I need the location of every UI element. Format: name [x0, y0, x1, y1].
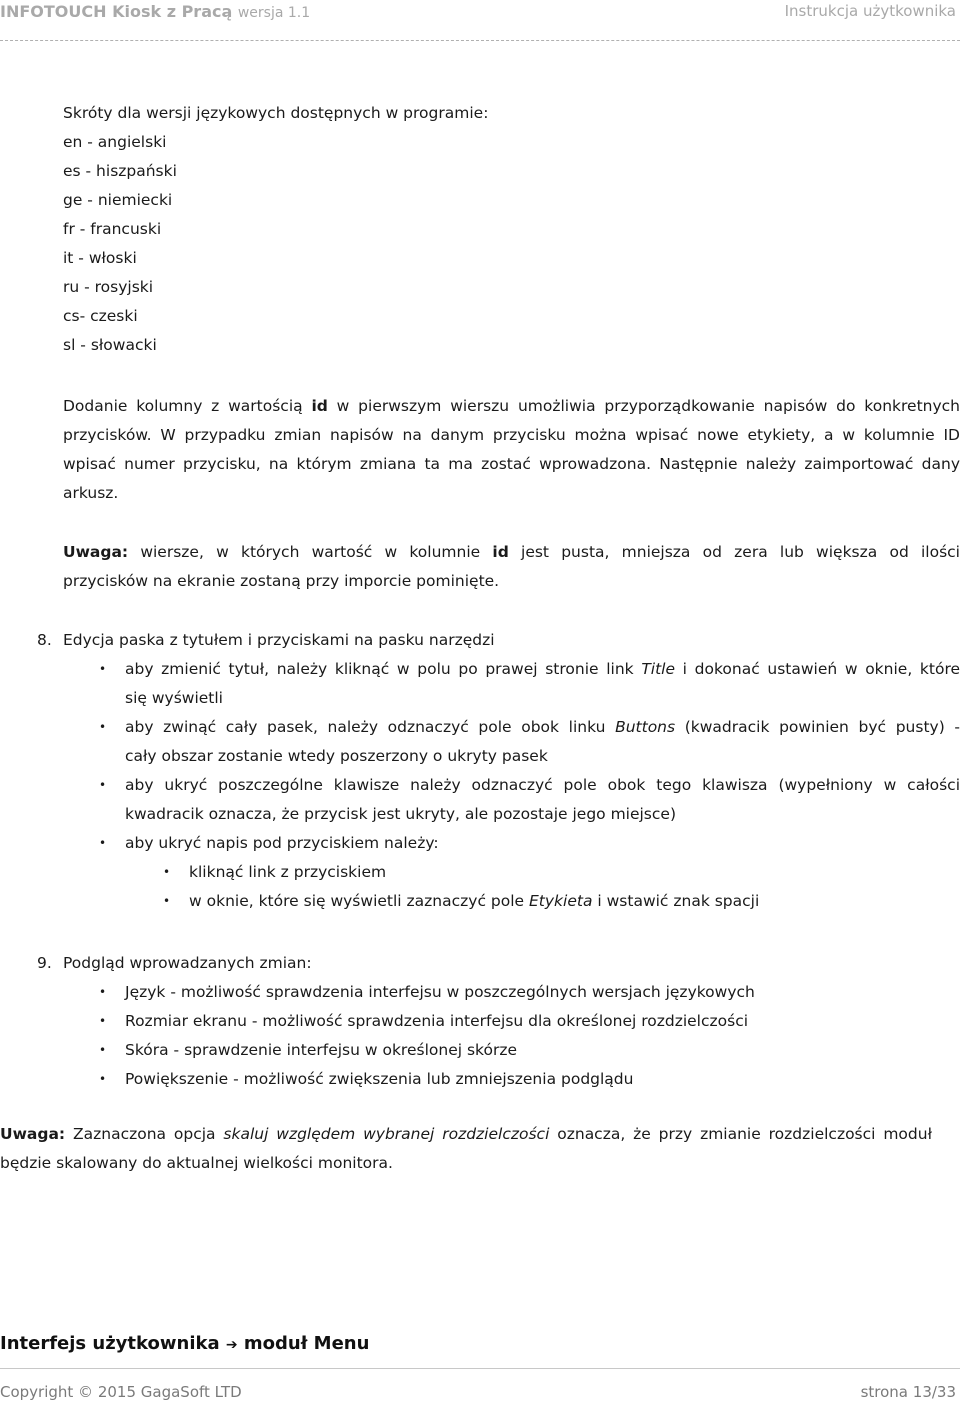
version-label: wersja 1.1 — [237, 5, 311, 21]
text: oznacza, że przy zmianie rozdzielczości moduł — [549, 1125, 932, 1143]
language-item: cs- czeski — [63, 307, 138, 325]
paragraph-line — [63, 392, 960, 421]
footer-divider — [0, 1368, 960, 1369]
scaling-note — [0, 1120, 932, 1178]
list-line — [125, 713, 960, 742]
language-item: fr - francuski — [63, 220, 162, 238]
section-title — [0, 1330, 369, 1359]
id-column-paragraph — [63, 392, 960, 508]
section-title-part: moduł Menu — [243, 1333, 370, 1354]
list-line: • aby ukryć napis pod przyciskiem należy: — [125, 834, 439, 852]
sub-bullet-list — [189, 858, 960, 916]
list-item — [125, 713, 960, 771]
text: w oknie, które się wyświetli zaznaczyć pole — [189, 892, 529, 910]
section-heading: Podgląd wprowadzanych zmian: — [63, 954, 312, 972]
text: w pierwszym wierszu umożliwia przyporządkowanie napisów do konkretnych — [327, 397, 960, 415]
sub-list-item — [189, 887, 960, 916]
warning-label: Uwaga: — [63, 543, 129, 561]
page-number: strona 13/33 — [860, 1383, 956, 1401]
list-item — [125, 771, 960, 829]
list-line: się wyświetli — [125, 689, 223, 707]
list-item: • Skóra - sprawdzenie interfejsu w określonej skórze — [125, 1036, 960, 1065]
buttons-link-text: Buttons — [615, 718, 676, 736]
list-item — [125, 655, 960, 713]
warning-paragraph — [63, 538, 960, 596]
intro-text: Skróty dla wersji językowych dostępnych w programie: — [63, 104, 489, 122]
list-line: kwadracik oznacza, że przycisk jest ukryty, ale pozostaje jego miejsce) — [125, 805, 676, 823]
language-item: sl - słowacki — [63, 336, 157, 354]
emphasis: id — [311, 397, 328, 415]
language-item: es - hiszpański — [63, 162, 177, 180]
etykieta-text: Etykieta — [529, 892, 593, 910]
app-title — [0, 2, 310, 21]
language-item: it - włoski — [63, 249, 137, 267]
list-line — [125, 655, 960, 684]
section-title-part: Interfejs użytkownika — [0, 1333, 220, 1354]
bullet-list — [125, 655, 960, 916]
text: Dodanie kolumny z wartością — [63, 397, 312, 415]
text: (kwadracik powinien być pusty) - — [675, 718, 960, 736]
list-item: • Powiększenie - możliwość zwiększenia lub zmniejszenia podglądu — [125, 1065, 960, 1094]
list-line: • aby ukryć poszczególne klawisze należy odznaczyć pole obok tego klawisza (wypełniony w całości — [125, 776, 960, 794]
paragraph-line: wpisać numer przycisku, na którym zmiana ta ma zostać wprowadzona. Następnie należy zaimportować dany — [63, 455, 960, 473]
text: aby zwinąć cały pasek, należy odznaczyć pole obok linku — [125, 718, 616, 736]
paragraph-line: arkusz. — [63, 484, 119, 502]
section-number: 8. — [37, 631, 52, 649]
note-label: Uwaga: — [0, 1125, 66, 1143]
sub-list-item: • kliknąć link z przyciskiem — [189, 858, 960, 887]
language-item: ru - rosyjski — [63, 278, 154, 296]
list-item — [125, 829, 960, 916]
text: Zaznaczona opcja — [65, 1125, 224, 1143]
list-item: • Język - możliwość sprawdzenia interfejsu w poszczególnych wersjach językowych — [125, 978, 960, 1007]
language-codes — [63, 99, 960, 360]
arrow-right-icon: ➔ — [225, 1337, 238, 1353]
page-header — [0, 0, 960, 30]
option-name: skaluj względem wybranej rozdzielczości — [223, 1125, 550, 1143]
paragraph-line — [63, 538, 960, 567]
paragraph-line: przycisków na ekranie zostaną przy imporcie pominięte. — [63, 572, 500, 590]
header-divider — [0, 40, 960, 41]
list-item: • Rozmiar ekranu - możliwość sprawdzenia interfejsu dla określonej rozdzielczości — [125, 1007, 960, 1036]
title-link-text: Title — [641, 660, 676, 678]
paragraph-line: przycisków. W przypadku zmian napisów na danym przycisku można wpisać nowe etykiety, a w kolumnie ID — [63, 426, 960, 444]
text: wiersze, w których wartość w kolumnie — [128, 543, 493, 561]
text: i dokonać ustawień w oknie, które — [675, 660, 960, 678]
section-number: 9. — [37, 954, 52, 972]
copyright: Copyright © 2015 GagaSoft LTD — [0, 1383, 242, 1401]
note-line: będzie skalowany do aktualnej wielkości monitora. — [0, 1154, 393, 1172]
text: jest pusta, mniejsza od zera lub większa od ilości — [508, 543, 960, 561]
note-line — [0, 1120, 932, 1149]
text: aby zmienić tytuł, należy kliknąć w polu po prawej stronie link — [125, 660, 642, 678]
text: i wstawić znak spacji — [592, 892, 760, 910]
list-line: cały obszar zostanie wtedy poszerzony o ukryty pasek — [125, 747, 548, 765]
language-item: ge - niemiecki — [63, 191, 173, 209]
section-heading: Edycja paska z tytułem i przyciskami na pasku narzędzi — [63, 631, 495, 649]
app-title-text: INFOTOUCH Kiosk z Pracą — [0, 2, 233, 21]
bullet-list — [125, 978, 960, 1094]
document-title: Instrukcja użytkownika — [784, 2, 956, 20]
emphasis: id — [492, 543, 509, 561]
language-item: en - angielski — [63, 133, 167, 151]
